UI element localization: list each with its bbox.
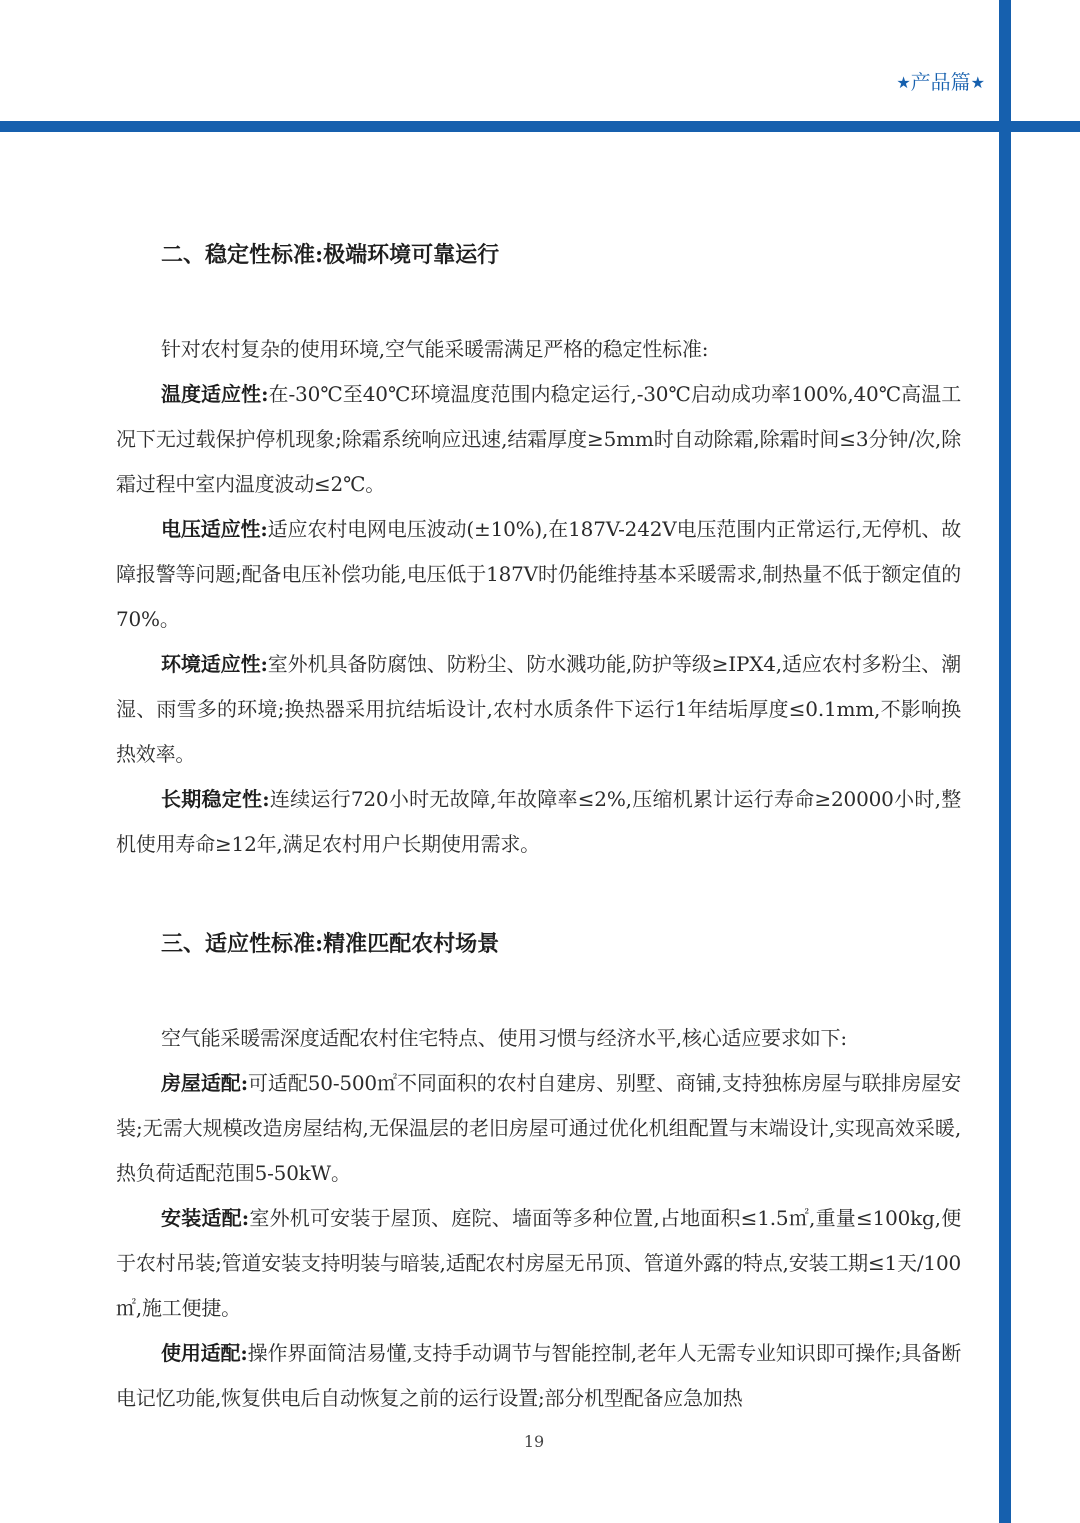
section-3-item bbox=[116, 1061, 961, 1196]
star-icon: ★ bbox=[970, 73, 985, 92]
section-header-tag bbox=[840, 66, 985, 95]
section-3-item bbox=[116, 1196, 961, 1331]
item-label: 安装适配: bbox=[161, 1206, 249, 1230]
star-icon: ★ bbox=[896, 73, 911, 92]
item-label: 房屋适配: bbox=[161, 1071, 248, 1095]
item-label: 长期稳定性: bbox=[161, 787, 270, 811]
item-text: 在-30℃至40℃环境温度范围内稳定运行,-30℃启动成功率100%,40℃高温工况下无过载保护停机现象;除霜系统响应迅速,结霜厚度≥5mm时自动除霜,除霜时间≤3分钟/次,除霜过程中室内温度波动≤2℃。 bbox=[116, 382, 961, 496]
item-text: 室外机具备防腐蚀、防粉尘、防水溅功能,防护等级≥IPX4,适应农村多粉尘、潮湿、雨雪多的环境;换热器采用抗结垢设计,农村水质条件下运行1年结垢厚度≤0.1mm,不影响换热效率。 bbox=[116, 652, 961, 766]
item-label: 电压适应性: bbox=[161, 517, 268, 541]
item-text: 适应农村电网电压波动(±10%),在187V-242V电压范围内正常运行,无停机、故障报警等问题;配备电压补偿功能,电压低于187V时仍能维持基本采暖需求,制热量不低于额定值的70%。 bbox=[116, 517, 961, 631]
item-label: 环境适应性: bbox=[161, 652, 268, 676]
document-body bbox=[116, 230, 961, 1421]
section-2-item bbox=[116, 777, 961, 867]
section-2-item bbox=[116, 372, 961, 507]
header-divider-bar bbox=[0, 121, 1080, 132]
section-2-item bbox=[116, 507, 961, 642]
vertical-accent-bar bbox=[999, 0, 1011, 1523]
item-text: 操作界面简洁易懂,支持手动调节与智能控制,老年人无需专业知识即可操作;具备断电记忆功能,恢复供电后自动恢复之前的运行设置;部分机型配备应急加热 bbox=[116, 1341, 961, 1410]
section-3-item bbox=[116, 1331, 961, 1421]
item-text: 连续运行720小时无故障,年故障率≤2%,压缩机累计运行寿命≥20000小时,整机使用寿命≥12年,满足农村用户长期使用需求。 bbox=[116, 787, 961, 856]
item-label: 使用适配: bbox=[161, 1341, 248, 1365]
section-3-intro: 空气能采暖需深度适配农村住宅特点、使用习惯与经济水平,核心适应要求如下: bbox=[161, 1026, 847, 1050]
page-number: 19 bbox=[523, 1432, 545, 1451]
section-2-title: 二、稳定性标准:极端环境可靠运行 bbox=[161, 242, 500, 268]
section-3-title: 三、适应性标准:精准匹配农村场景 bbox=[161, 931, 500, 957]
item-text: 室外机可安装于屋顶、庭院、墙面等多种位置,占地面积≤1.5㎡,重量≤100kg,便于农村吊装;管道安装支持明装与暗装,适配农村房屋无吊顶、管道外露的特点,安装工期≤1天/100㎡,施工便捷。 bbox=[116, 1206, 961, 1320]
section-2-intro: 针对农村复杂的使用环境,空气能采暖需满足严格的稳定性标准: bbox=[161, 337, 709, 361]
item-label: 温度适应性: bbox=[161, 382, 269, 406]
header-title: 产品篇 bbox=[910, 70, 971, 94]
section-2-item bbox=[116, 642, 961, 777]
item-text: 可适配50-500㎡不同面积的农村自建房、别墅、商铺,支持独栋房屋与联排房屋安装;无需大规模改造房屋结构,无保温层的老旧房屋可通过优化机组配置与末端设计,实现高效采暖,热负荷适配范围5-50kW。 bbox=[116, 1071, 961, 1185]
